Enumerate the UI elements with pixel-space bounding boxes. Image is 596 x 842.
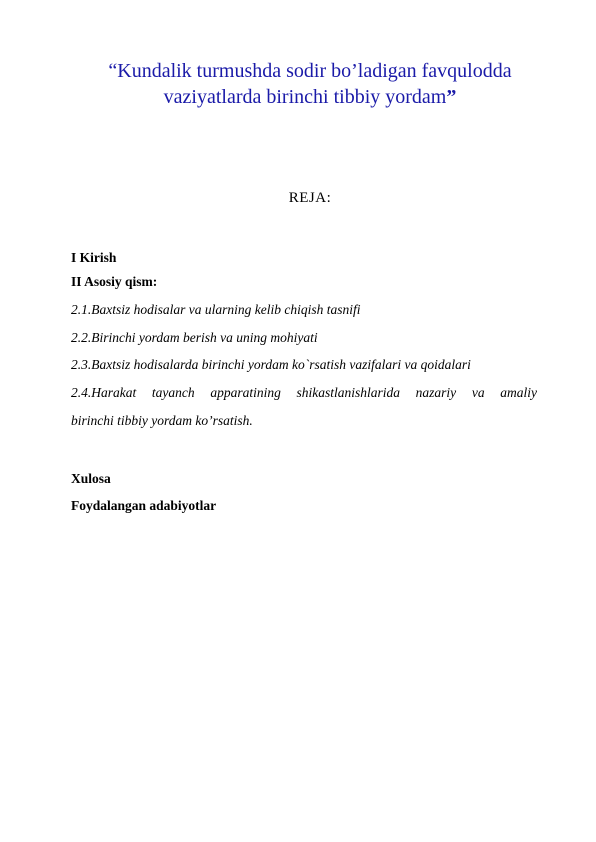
toc-intro: I Kirish [71, 250, 117, 265]
document-title [60, 58, 560, 110]
toc-references: Foydalangan adabiyotlar [71, 498, 217, 513]
toc-item-2-4-line-2: birinchi tibbiy yordam ko’rsatish. [71, 413, 253, 428]
toc-item-2-2: 2.2.Birinchi yordam berish va uning mohiyati [71, 330, 318, 345]
toc-item-2-1: 2.1.Baxtsiz hodisalar va ularning kelib chiqish tasnifi [71, 302, 361, 317]
document-title-text: “Kundalik turmushda sodir bo’ladigan favqulodda vaziyatlarda birinchi tibbiy yordam [108, 60, 512, 108]
plan-heading: REJA: [288, 190, 332, 206]
toc-item-2-3: 2.3.Baxtsiz hodisalarda birinchi yordam ko`rsatish vazifalari va qoidalari [71, 357, 471, 372]
document-title-close-quote: ” [446, 86, 457, 108]
toc-main-part: II Asosiy qism: [71, 274, 158, 289]
toc-conclusion: Xulosa [71, 471, 111, 486]
toc-item-2-4-line-1: 2.4.Harakat tayanch apparatining shikastlanishlarida nazariy va amaliy [71, 385, 537, 400]
